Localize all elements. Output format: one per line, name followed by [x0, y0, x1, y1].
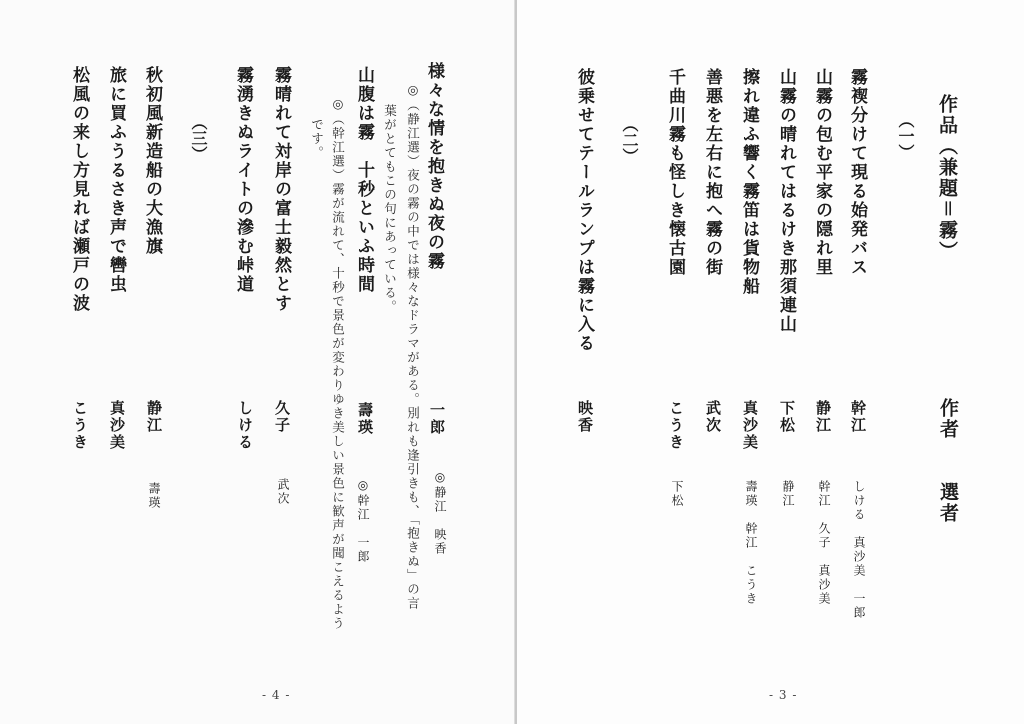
page-3 [517, 0, 1024, 724]
page-number: - 3 - [769, 688, 798, 702]
page-number: - 4 - [262, 688, 291, 702]
poem-text: 霧湧きぬライトの滲む峠道 [233, 66, 253, 294]
poem-text: 彼乗せてテールランプは霧に入る [574, 68, 594, 353]
poem-text: 様々な情を抱きぬ夜の霧 [424, 62, 444, 271]
poem-author: 壽瑛 [356, 402, 374, 436]
selector-comment: ◎（幹江選）霧が流れて、十秒で景色が変わりゆき美しい景色に歓声が聞こえるよう [330, 96, 346, 631]
poem-author: こうき [71, 400, 89, 451]
section-number: （三） [189, 114, 208, 162]
poem-judges: 壽瑛 [147, 482, 161, 510]
selector-comment: です。 [309, 118, 325, 160]
poem-judges: 武次 [276, 478, 290, 506]
poem-author: 下松 [778, 400, 796, 434]
poem-author: 武次 [704, 400, 722, 434]
poem-author: 映香 [576, 400, 594, 434]
poem-author: 静江 [145, 400, 163, 434]
poem-author: しける [236, 400, 254, 451]
poem-text: 霧褉分けて現る始発バス [847, 68, 867, 277]
poem-text: 千曲川霧も怪しき懐古園 [665, 68, 685, 277]
selector-comment: ◎（静江選）夜の霧の中では様々なドラマがある。別れも逢引きも、「抱きぬ」の言 [405, 82, 421, 611]
poem-judges: ◎幹江 一郎 [356, 478, 370, 564]
poem-text: 旅に買ふうるさき声で轡虫 [106, 66, 126, 294]
poem-judges: 静江 [781, 480, 795, 508]
poem-judges: しける 真沙美 一郎 [852, 480, 866, 620]
poem-text: 霧晴れて対岸の富士毅然とす [271, 66, 291, 313]
section-number: （一） [896, 112, 915, 160]
poem-author: 静江 [814, 400, 832, 434]
poem-author: 久子 [273, 400, 291, 434]
poem-text: 山腹は霧 十秒といふ時間 [354, 66, 374, 294]
author-column-header: 作者 [937, 398, 959, 440]
page-title: 作品（兼題＝霧） [936, 94, 958, 262]
poem-text: 山霧の晴れてはるけき那須連山 [776, 68, 796, 334]
poem-text: 善悪を左右に抱へ霧の街 [702, 68, 722, 277]
poem-author: 真沙美 [108, 400, 126, 451]
poem-text: 擦れ違ふ響く霧笛は貨物船 [739, 68, 759, 296]
selector-comment: 葉がとてもこの句にあっている。 [382, 104, 398, 314]
poem-author: 真沙美 [741, 400, 759, 451]
poem-text: 松風の来し方見れば瀬戸の波 [69, 66, 89, 313]
section-number: （二） [620, 116, 639, 164]
poem-author: こうき [667, 400, 685, 451]
selector-column-header: 選者 [937, 482, 959, 524]
poem-judges: 下松 [670, 480, 684, 508]
poem-judges: 壽瑛 幹江 こうき [744, 480, 758, 606]
poem-text: 山霧の包む平家の隠れ里 [812, 68, 832, 277]
poem-judges: ◎静江 映香 [433, 470, 447, 556]
poem-author: 幹江 [849, 400, 867, 434]
poem-author: 一郎 [428, 402, 446, 436]
poem-text: 秋初風新造船の大漁旗 [142, 66, 162, 256]
poem-judges: 幹江 久子 真沙美 [817, 480, 831, 606]
